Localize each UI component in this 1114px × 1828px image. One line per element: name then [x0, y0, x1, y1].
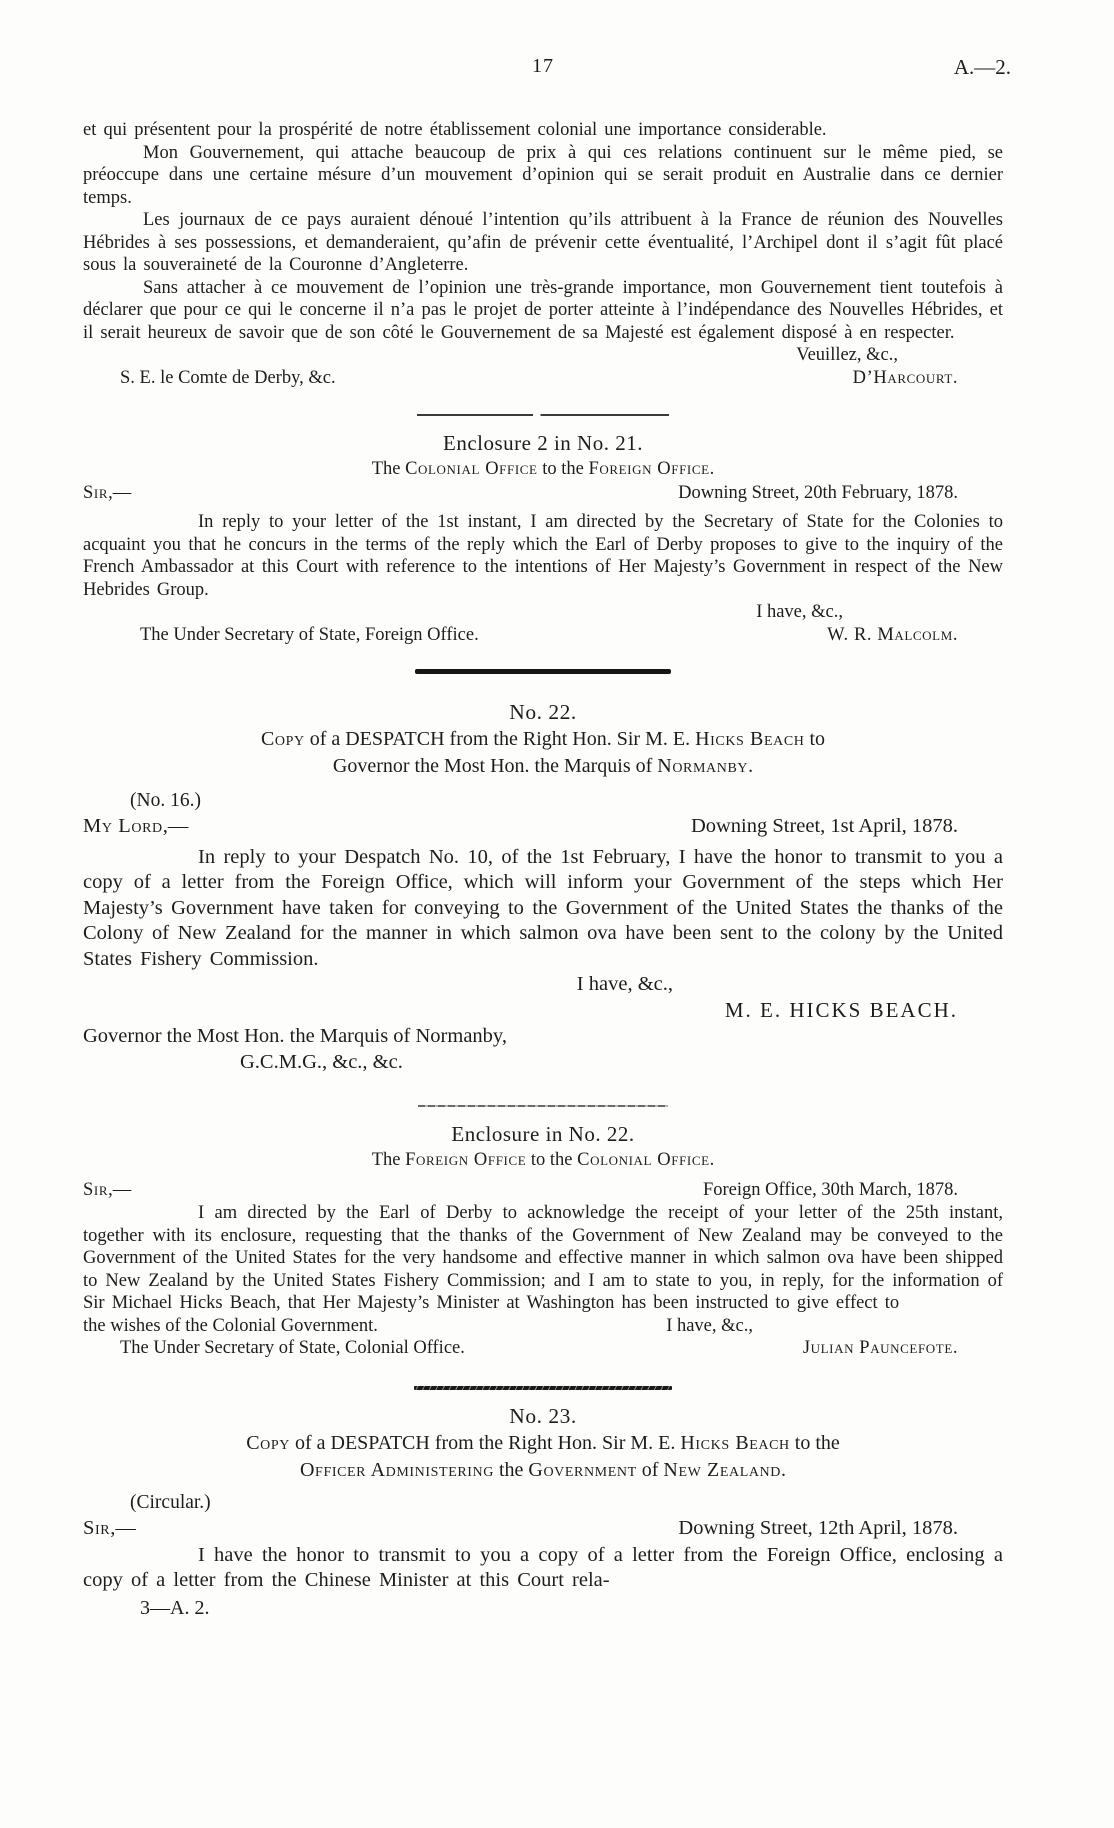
- french-paragraph-3: Les journaux de ce pays auraient dénoué l’intention qu’ils attribuent à la France de réunion des Nouvelles Hébrides à ses possessions, et demanderaient, qu’afin de prévenir cette éventualité, l’Archipel dont il s’agit fût placé sous la souveraineté de la Couronne d’Angleterre.: [83, 210, 1003, 275]
- french-valediction: Veuillez, &c.,: [796, 345, 898, 365]
- enclosure-22-section: [83, 1121, 1003, 1360]
- doc-reference: A.—2.: [953, 55, 1011, 79]
- section-divider-4: [414, 1386, 672, 1390]
- enclosure-22-signature: Julian Pauncefote.: [802, 1338, 958, 1359]
- enclosure-21-valediction: I have, &c.,: [756, 602, 843, 622]
- french-signature: D’Harcourt.: [852, 368, 958, 388]
- despatch-23-reference: (Circular.): [130, 1492, 211, 1514]
- french-letter-section: [83, 119, 1003, 390]
- despatch-22-addressee-block: [83, 1024, 1003, 1075]
- section-divider-1: [417, 414, 669, 416]
- despatch-23-body: I have the honor to transmit to you a copy of a letter from the Foreign Office, enclosing a copy of a letter from the Chinese Minister at this Court rela-: [83, 1544, 1003, 1592]
- despatch-22-valediction: I have, &c.,: [576, 973, 673, 996]
- despatch-22-salutation-row: [83, 813, 1003, 839]
- french-paragraph-2: Mon Gouvernement, qui attache beaucoup de prix à qui ces relations continuent sur le même pied, se préoccupe dans une certaine mésure d’un mouvement d’opinion qui se serait produit en Australie dans ce dernier temps.: [83, 142, 1003, 208]
- enclosure-22-body-tail: the wishes of the Colonial Government.: [83, 1315, 378, 1336]
- despatch-22-body: In reply to your Despatch No. 10, of the 1st February, I have the honor to transmit to you a copy of a letter from the Foreign Office, which will inform your Government of the steps which Her Majesty’s Government have taken for conveying to the Government of the United States the thanks of the Colony of New Zealand for the manner in which salmon ova have been sent to the colony by the United States Fishery Commission.: [83, 846, 1003, 970]
- despatch-23-title-line-2: Officer Administering the Government of New Zealand.: [300, 1458, 786, 1481]
- page-header: [83, 55, 1011, 85]
- enclosure-21-salutation-row: [83, 481, 1003, 505]
- despatch-22-addressee-line-2: G.C.M.G., &c., &c.: [240, 1050, 403, 1073]
- enclosure-22-dateline: Foreign Office, 30th March, 1878.: [702, 1180, 958, 1201]
- enclosure-22-salutation-row: [83, 1178, 1003, 1202]
- french-addressee: S. E. le Comte de Derby, &c.: [120, 368, 336, 388]
- enclosure-21-parties: The Colonial Office to the Foreign Office.: [371, 459, 715, 479]
- despatch-23-title-line-1: Copy of a DESPATCH from the Right Hon. Sir M. E. Hicks Beach to the: [246, 1432, 840, 1455]
- enclosure-22-signature-row: [83, 1337, 1003, 1360]
- section-divider-3: [418, 1105, 668, 1107]
- enclosure-22-body-tail-row: [83, 1315, 1003, 1338]
- enclosure-22-heading: Enclosure in No. 22.: [451, 1122, 635, 1147]
- section-divider-2: [415, 669, 671, 674]
- enclosure-21-addressee: The Under Secretary of State, Foreign Office.: [140, 625, 479, 645]
- enclosure-22-addressee: The Under Secretary of State, Colonial Office.: [120, 1338, 465, 1359]
- despatch-23-dateline: Downing Street, 12th April, 1878.: [678, 1517, 958, 1540]
- despatch-22-heading: No. 22.: [509, 700, 577, 724]
- enclosure-21-signature: W. R. Malcolm.: [827, 625, 958, 645]
- despatch-23-salutation: Sir,—: [83, 1517, 136, 1540]
- enclosure-21-salutation: Sir,—: [83, 483, 132, 503]
- enclosure-22-parties: The Foreign Office to the Colonial Office.: [371, 1150, 715, 1171]
- french-signature-row: [83, 367, 1003, 390]
- french-paragraph-1: et qui présentent pour la prospérité de notre établissement colonial une importance considerable.: [83, 120, 827, 140]
- despatch-22-salutation: My Lord,—: [83, 815, 189, 837]
- despatch-22-reference: (No. 16.): [130, 790, 201, 811]
- despatch-22-title-line-1: Copy of a DESPATCH from the Right Hon. Sir M. E. Hicks Beach to: [260, 728, 826, 750]
- page-footer-signature: 3—A. 2.: [140, 1596, 210, 1619]
- enclosure-21-heading: Enclosure 2 in No. 21.: [443, 431, 643, 455]
- despatch-22-dateline: Downing Street, 1st April, 1878.: [690, 815, 958, 837]
- despatch-22-title-line-2: Governor the Most Hon. the Marquis of Normanby.: [332, 754, 754, 777]
- enclosure-21-section: [83, 430, 1003, 647]
- despatch-22-signature: M. E. HICKS BEACH.: [724, 998, 958, 1023]
- enclosure-22-salutation: Sir,—: [83, 1180, 132, 1201]
- enclosure-22-valediction: I have, &c.,: [666, 1315, 753, 1336]
- despatch-23-salutation-row: [83, 1515, 1003, 1541]
- french-paragraph-4: Sans attacher à ce mouvement de l’opinion une très-grande importance, mon Gouvernement tient toutefois à déclarer que pour ce qui le concerne il n’a pas le projet de porter atteinte à l’indépendance des Nouvelles Hébrides, et il serait heureux de savoir que de son côté le Gouvernement de sa Majesté est également disposé à en respecter.: [83, 277, 1003, 343]
- enclosure-22-body: I am directed by the Earl of Derby to acknowledge the receipt of your letter of the 25th instant, together with its enclosure, requesting that the thanks of the Government of New Zealand may be conveyed to the Government of the United States for the very handsome and effective manner in which salmon ova have been shipped to New Zealand by the United States Fishery Commission; and I am to state to you, in reply, for the information of Sir Michael Hicks Beach, that Her Majesty’s Minister at Washington has been instructed to give effect to: [83, 1203, 1003, 1314]
- despatch-22-section: [83, 698, 1003, 1075]
- despatch-23-heading: No. 23.: [509, 1404, 577, 1429]
- despatch-22-addressee-line-1: Governor the Most Hon. the Marquis of Normanby,: [83, 1025, 507, 1048]
- enclosure-21-body: In reply to your letter of the 1st instant, I am directed by the Secretary of State for the Colonies to acquaint you that he concurs in the terms of the reply which the Earl of Derby proposes to give to the inquiry of the French Ambassador at this Court with reference to the intentions of Her Majesty’s Government in respect of the New Hebrides Group.: [83, 512, 1003, 600]
- enclosure-21-signature-row: [83, 624, 1003, 647]
- enclosure-21-dateline: Downing Street, 20th February, 1878.: [678, 483, 958, 503]
- despatch-23-section: [83, 1402, 1003, 1621]
- page-number: 17: [532, 55, 554, 77]
